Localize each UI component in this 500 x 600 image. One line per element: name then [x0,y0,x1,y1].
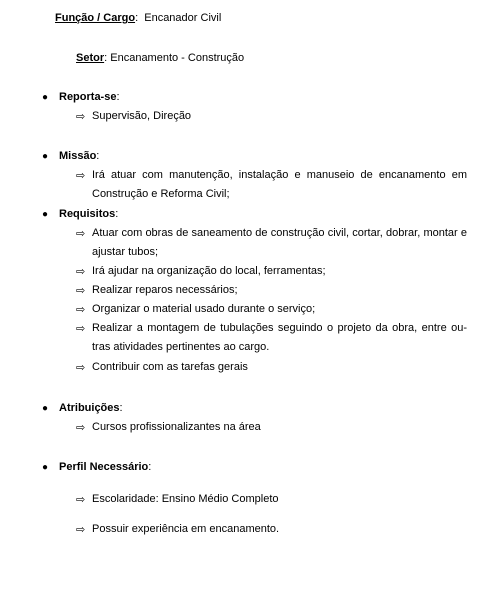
list-item: Supervisão, Direção [92,110,192,122]
bullet-icon: ● [42,151,49,162]
arrow-icon: ⇨ [76,304,86,316]
bullet-icon: ● [42,209,49,220]
arrow-icon: ⇨ [76,422,86,434]
list-item: Possuir experiência em encanamento. [92,523,280,535]
list-item: Contribuir com as tarefas gerais [92,361,248,373]
section-heading-reporta-se: Reporta-se: [59,91,120,103]
bullet-icon: ● [42,403,49,414]
section-heading-missao: Missão: [59,150,100,162]
list-item: Realizar reparos necessários; [92,284,238,296]
funcao-cargo-value: Encanador Civil [144,12,222,24]
arrow-icon: ⇨ [76,228,86,240]
list-item: Organizar o material usado durante o serviço; [92,303,316,315]
setor-value: Encanamento - Construção [110,52,245,64]
funcao-cargo-label: Função / Cargo [55,12,136,24]
list-item: Atuar com obras de saneamento de construção civil, cortar, dobrar, montar e ajustar tubos; [92,227,467,258]
funcao-cargo-line: Função / Cargo: Encanador Civil [55,12,222,24]
section-heading-atribuicoes: Atribuições: [59,402,123,414]
arrow-icon: ⇨ [76,111,86,123]
bullet-icon: ● [42,92,49,103]
arrow-icon: ⇨ [76,285,86,297]
list-item: Irá atuar com manutenção, instalação e manuseio de encanamento em Construção e Reforma Civil; [92,169,467,200]
setor-line: Setor: Encanamento - Construção [76,52,245,64]
bullet-icon: ● [42,462,49,473]
arrow-icon: ⇨ [76,323,86,335]
list-item: Cursos profissionalizantes na área [92,421,261,433]
arrow-icon: ⇨ [76,524,86,536]
list-item: Irá ajudar na organização do local, ferramentas; [92,265,326,277]
list-item: Escolaridade: Ensino Médio Completo [92,493,279,505]
section-heading-perfil-necessario: Perfil Necessário: [59,461,152,473]
arrow-icon: ⇨ [76,266,86,278]
arrow-icon: ⇨ [76,494,86,506]
arrow-icon: ⇨ [76,170,86,182]
section-heading-requisitos: Requisitos: [59,208,119,220]
arrow-icon: ⇨ [76,362,86,374]
list-item: Realizar a montagem de tubulações seguindo o projeto da obra, entre ou-tras atividades pertinentes ao cargo. [92,322,467,353]
setor-label: Setor [76,52,105,64]
